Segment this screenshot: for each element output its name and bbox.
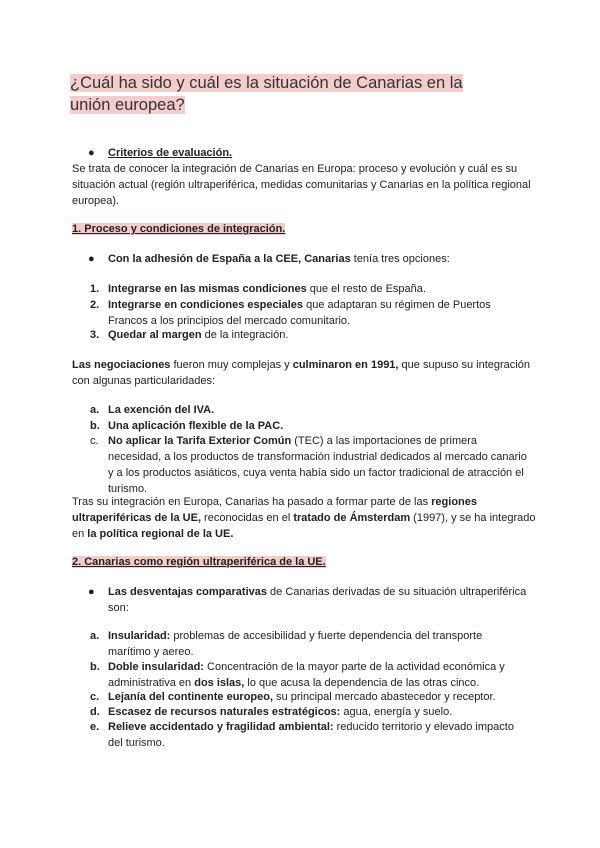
particularidad-rest: (TEC) a las importaciones de primera necesidad, a los productos de transformación industrial dedicados al mercado canario y a los productos asiáticos, cuya venta había sido un factor tradicional de atracción el turismo. bbox=[108, 435, 527, 495]
page-title-text: ¿Cuál ha sido y cuál es la situación de Canarias en la unión europea? bbox=[70, 74, 463, 114]
option-rest: que el resto de España. bbox=[306, 283, 426, 295]
desventaja-marker: b. bbox=[90, 661, 100, 673]
tras-b2: tratado de Ámsterdam bbox=[293, 512, 411, 524]
desventaja-rest: Concentración de la mayor parte de la actividad económica y administrativa en bbox=[108, 661, 505, 689]
section1-intro-bold: Con la adhesión de España a la CEE, Canarias bbox=[108, 253, 351, 265]
option-marker: 1. bbox=[90, 283, 100, 295]
desventaja-marker: a. bbox=[90, 630, 100, 642]
particularidad-bold: La exención del IVA. bbox=[108, 404, 215, 416]
desventaja-marker: e. bbox=[90, 721, 100, 733]
desventaja-bold: Escasez de recursos naturales estratégicos: bbox=[108, 706, 341, 718]
page-title bbox=[70, 72, 480, 116]
option-item bbox=[108, 281, 528, 297]
criterios-text: Se trata de conocer la integración de Canarias en Europa: proceso y evolución y cuál es su situación actual (región ultraperiférica, medidas comunitarias y Canarias en la política regional europea). bbox=[72, 163, 531, 207]
criterios-heading bbox=[108, 145, 578, 161]
section2-heading-text: 2. Canarias como región ultraperiférica de la UE. bbox=[72, 556, 326, 568]
tras-1: Tras su integración en Europa, Canarias ha pasado a formar parte de las bbox=[72, 496, 432, 508]
desventaja-bold2: dos islas, bbox=[194, 677, 245, 689]
desventaja-bold: Lejanía del continente europeo, bbox=[108, 691, 274, 703]
desventaja-rest: su principal mercado abastecedor y receptor. bbox=[273, 691, 496, 703]
desventaja-item bbox=[108, 628, 528, 660]
option-bold: Quedar al margen bbox=[108, 329, 202, 341]
section1-heading bbox=[72, 221, 542, 237]
neg-mid: fueron muy complejas y bbox=[170, 359, 293, 371]
desventaja-rest: agua, energía y suelo. bbox=[340, 706, 453, 718]
particularidad-bold: Una aplicación flexible de la PAC. bbox=[108, 420, 284, 432]
option-bold: Integrarse en condiciones especiales bbox=[108, 299, 304, 311]
section2-intro bbox=[108, 584, 528, 616]
neg-bold1: Las negociaciones bbox=[72, 359, 171, 371]
section2-intro-rest: de Canarias derivadas de su situación ultraperiférica son: bbox=[108, 586, 527, 614]
desventaja-rest: problemas de accesibilidad y fuerte dependencia del transporte marítimo y aereo. bbox=[108, 630, 483, 658]
desventaja-bold: Doble insularidad: bbox=[108, 661, 204, 673]
neg-bold2: culminaron en 1991, bbox=[292, 359, 399, 371]
tras-2: reconocidas en el bbox=[201, 512, 294, 524]
bullet-marker: ● bbox=[88, 586, 95, 598]
tras-b3: la política regional de la UE. bbox=[87, 528, 234, 540]
section2-intro-bold: Las desventajas comparativas bbox=[108, 586, 267, 598]
option-marker: 3. bbox=[90, 329, 100, 341]
desventaja-marker: c. bbox=[90, 691, 100, 703]
particularidad-item bbox=[108, 418, 528, 434]
particularidad-marker: c. bbox=[90, 435, 99, 447]
desventaja-item bbox=[108, 689, 528, 705]
tras-b1: regiones ultraperiféricas de la UE, bbox=[72, 496, 477, 524]
desventaja-bold: Insularidad: bbox=[108, 630, 171, 642]
desventaja-item bbox=[108, 659, 528, 691]
section2-heading bbox=[72, 554, 542, 570]
option-item bbox=[108, 297, 528, 329]
desventaja-rest: reducido territorio y elevado impacto del turismo. bbox=[108, 721, 514, 749]
particularidad-marker: b. bbox=[90, 420, 100, 432]
desventaja-rest2: lo que acusa la dependencia de las otras cinco. bbox=[244, 677, 480, 689]
section1-intro-rest: tenía tres opciones: bbox=[350, 253, 450, 265]
section1-intro bbox=[108, 251, 528, 267]
neg-rest: que supuso su integración con algunas particularidades: bbox=[72, 359, 530, 387]
bullet-marker: ● bbox=[88, 147, 95, 159]
tras-3: (1997), y se ha integrado en bbox=[72, 512, 536, 540]
desventaja-item bbox=[108, 704, 528, 720]
particularidad-bold: No aplicar la Tarifa Exterior Común bbox=[108, 435, 292, 447]
desventaja-item bbox=[108, 719, 528, 751]
desventaja-bold: Relieve accidentado y fragilidad ambiental: bbox=[108, 721, 334, 733]
option-rest: que adaptaran su régimen de Puertos Francos a los principios del mercado comunitario. bbox=[108, 299, 491, 327]
option-marker: 2. bbox=[90, 299, 100, 311]
bullet-marker: ● bbox=[88, 253, 95, 265]
option-rest: de la integración. bbox=[201, 329, 289, 341]
section1-heading-text: 1. Proceso y condiciones de integración. bbox=[72, 223, 286, 235]
particularidad-item bbox=[108, 433, 528, 497]
particularidad-marker: a. bbox=[90, 404, 100, 416]
desventaja-marker: d. bbox=[90, 706, 100, 718]
criterios-heading-text: Criterios de evaluación. bbox=[108, 147, 233, 159]
tras-paragraph bbox=[72, 494, 542, 542]
option-item bbox=[108, 327, 528, 343]
option-bold: Integrarse en las mismas condiciones bbox=[108, 283, 307, 295]
particularidad-item bbox=[108, 402, 528, 418]
negociaciones-paragraph bbox=[72, 357, 542, 389]
